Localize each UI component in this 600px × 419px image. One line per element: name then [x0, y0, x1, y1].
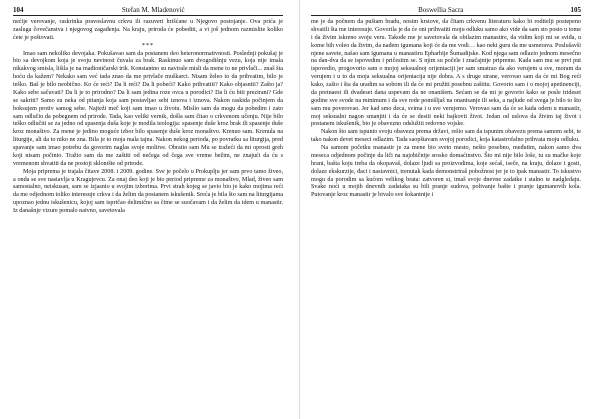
right-page-header: [311, 6, 581, 16]
paragraph: me je da počnem da puštam bradu, nosim krstove, da čitam crkvenu literaturu kako bi roditelji postepeno shvatili šta me interesuje. Govorila je da će oni prihvatiti moju odluku samo ako vide da sam sto posto u tome i da živim iskreno svoju veru. Takođe me je savetovala da obilazim manastire, da vidim koji mi se sviđa, u kome bih voleo da živim, da nađem igumana koji će da me vodi… kao neki guru da me usmerava. Poslušavši njene savete, našao sam igumana u manastiru Epharhije Šumadijske. Kod njega sam odlazio jednom mesečno na dan-dva da se ispovedim i pričestim se. S njim su počele i značajnije pripreme. Kada sam mu se prvi put ispovedio, progovorio sam o mojoj seksualnoj orijentaciji jer sam smatrao da ako verujem u sve, moram da verujem i u to da moja seksualna orijentacija nije dobra. A s druge strane, verovao sam da će mi Bog reći kako, zašto i šta da uradim sa sobom ili da će mi pružiti posebnu zaštitu. Govorio sam i o mojoj apetinenciji, da pretnaest ili dvadeset dana uspevam da ne onanišem. Sećam se da mi je govorio kako se posle trideset godine sve svode na minimum i da sve rede pomišljaš na onanisanje ili seks, a najlude od svega je bilo to što sam mu poverovao. Jer kad smo deca, svima i u sve verujemo. Verovao sam da će se kada odem u manastir, moj seksualni nagon smanjiti i da će se desiti neki bajkovit život. Jedan od uslova da živim taj život i postanem iskušenik, bio je obavezno odslužiti redovno vojske.: [311, 19, 581, 128]
right-page-body: [311, 19, 581, 200]
left-page: [5, 0, 289, 419]
left-page-body: [13, 19, 283, 216]
left-page-header: [13, 6, 283, 16]
right-page-number: 105: [570, 6, 581, 14]
right-header-title: Boswellia Sacra: [418, 6, 464, 14]
left-page-number: 104: [13, 6, 24, 14]
paragraph: Moja pripremа je trajala čitave 2008. i 2009. godine. Sve je počelo u Prokuplju jer sam prvo tamo živeo, a onda se sve nastavlja u Kragujevcu. Za onaj deo koji je bio period pripreme za monaštvo, Mlad, živeo sam samostalno, neiskusan, sam se izjasnio u svojim izborima. Prvi strah kojeg se javio bio je kako mojima reći da me odjednom toliko interesuje crkva i da želim da postanem iskušenik. Sreća je bila što sam na liturgijama upoznao jednu iskušenicu, kojoj sam ispričao delimično sa čime se suočavam i da želim da idem u manastir. Iz današnje vizure pomalo naivno, savetovala: [13, 168, 283, 214]
paragraph: Imao sam nekoliko devojaka. Pokušavao sam da postanem deo heteronormativnosti. Poslednji pokušaj je bio sa devojkom koja je svoju nevinost čuvala za brak. Raskinuo sam dvogodišnju vezu, koja nije imala nikakvog smisla, lišila je na mađioničarski trik. Konstantno su navirale misli da mene to ne privlači... znaš šta hoću da kažem? Nekako sam već tada znao da me privlače muškarci. Nisam želeo to da prihvatim, bilo je teško. Baš je bilo neobično. Ko će reći? Da li reći? Da li pobeći? Kako prihvatiti? Kako objasniti? Zašto ja? Kako sebe sačuvati? Da li je to prirodno? Da li sam jedina roze ovca u porodici? Da li ću biti prezirani? Gde se sakriti? Samo su neka od pitanja koja sam postavljao sebi iznova i iznova. Nakon raskida počinjem da boksujem protiv samog sebe. Najteži meč koji sam imao u životu. Mislio sam da mogu da pobedim i zato sam odlučio da pobegnem od prirode. Tada, kao veliki vernik, došla sam čitao o crkvenom učenju. Nije bilo teško odlučiti se za jedno od spasenja duša koje je modila teologija: spasenje duše kroz brak ili spasenje duše kroz monaštvo. Za mene je jedino moguće izbor bilo spasenje duše kroz monaštvo. Krenuo sam. Krenula na liturgije, ali da to niko ne zna. Bila je to moja mala tajna. Nakon nekog perioda, po povratku sa liturgija, pred spavanje sam imao potrebu da govorim naglas svoje molitve. Obratio sam Mu se tražeći da mi oprosti greh koji nisam počinio. Tražio sam da me zaštiti od nečega od čega sve vreme bežim, ne znajući da ću s vremenom shvatiti da ne postoji sklonište od prirode.: [13, 50, 283, 167]
section-break: ***: [141, 42, 155, 49]
paragraph: nećije verovanje, raskrinka pravoslavnu crkvu ili razuveri hrišćane u Njegovo postojanje. Ova prića je zaslugа čovečanstva i njegovog zagađenja. Na kraju, priroda će pobediti, a vi još jednom razmislite koliko ćete je poštovati.: [13, 19, 283, 41]
paragraph: Nakon što sam ispunio svoju obavezu prema državi, rešio sam da ispunim obavezu prema samom sebi, te tako nakon devet meseci odlazim. Tada saopštavam svojoj porodici, koja katastrofalno prihvata moju odluku.: [311, 129, 581, 144]
left-header-title: Stefan M. Mladenović: [121, 6, 185, 14]
gutter-divider: [299, 0, 300, 419]
right-page: [305, 0, 589, 419]
paragraph: Na samom početku manastir je za mene bio sveto mesto, nešto posebno, međutim, nakon samo dva meseca odjednom počinje da liči na najobičnije srosko domaćinstvo. Što mi nije bilo loše, tu su mačke koje hrani, bašta koju treba da okopavaš, dolaze ljudi sa proizvodima, koje sećaš, iseče, na kraju, dolaze i gosti, dolaze ekskurzije, đaci i nastavnici, trenutak kada demonstriraš pobožnost jer je to ipak manastir. To iskustvo mogu da porodim sa kućom velikog brata: zatvoren si, imaš svoje dnevne zadatke i stalno te nadgledaju. Svake noći u mojih dnevnih zadataka su bili pranje sudova, polivanje bašte i pranje igumanovih kola. Putovanje kroz manastir je bivalo sve šokantnije i: [311, 145, 581, 199]
